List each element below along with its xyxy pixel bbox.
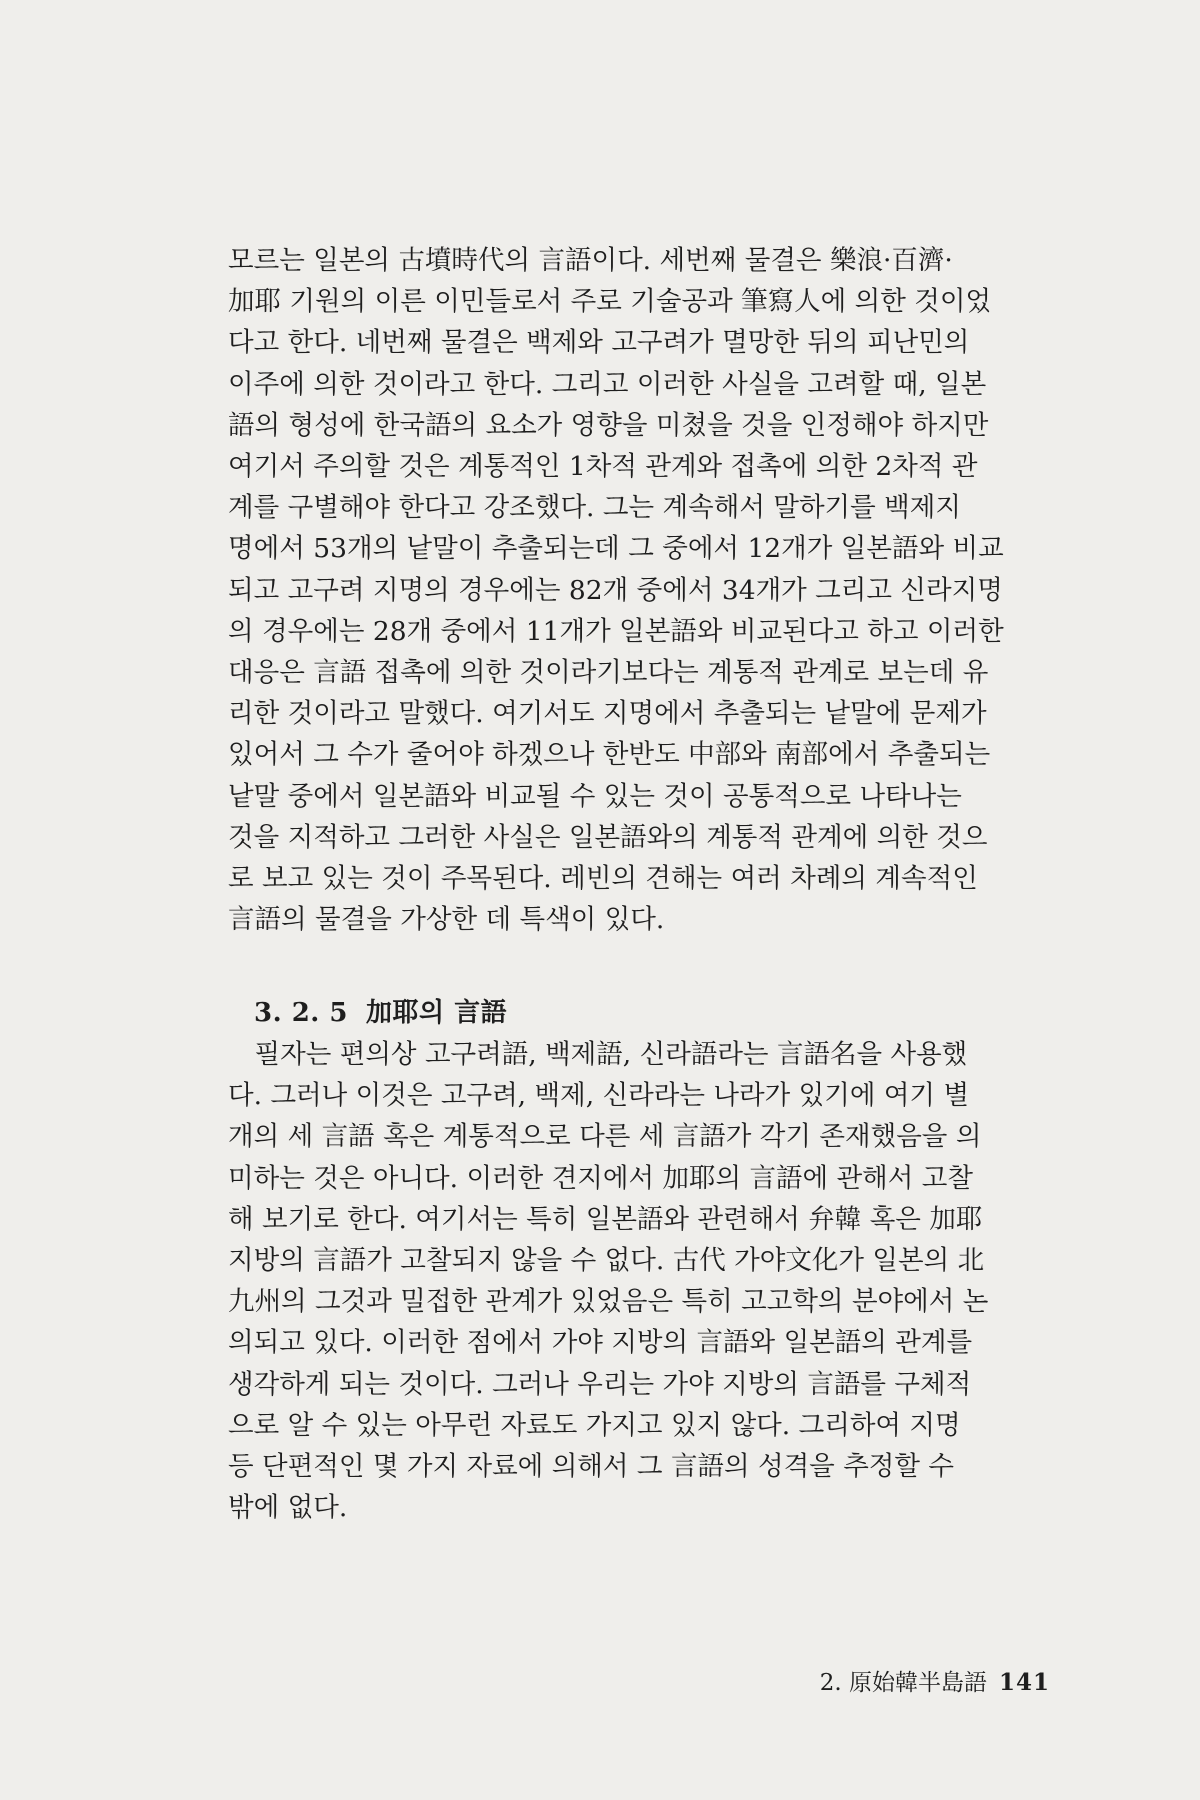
text-line: 의되고 있다. 이러한 점에서 가야 지방의 言語와 일본語의 관계를 <box>228 1327 973 1359</box>
text-line: 개의 세 言語 혹은 계통적으로 다른 세 言語가 각기 존재했음을 의 <box>228 1121 982 1153</box>
text-line: 등 단편적인 몇 가지 자료에 의해서 그 言語의 성격을 추정할 수 <box>228 1451 955 1483</box>
section-number: 3. 2. 5 <box>254 998 348 1028</box>
text-line: 이주에 의한 것이라고 한다. 그리고 이러한 사실을 고려할 때, 일본 <box>228 368 987 400</box>
section-heading <box>254 992 1050 1034</box>
text-line: 語의 형성에 한국語의 요소가 영향을 미쳤을 것을 인정해야 하지만 <box>228 409 989 441</box>
body-paragraph <box>228 240 1050 940</box>
text-line: 해 보기로 한다. 여기서는 특히 일본語와 관련해서 弁韓 혹은 加耶 <box>228 1203 983 1235</box>
section-gaya-language <box>228 992 1050 1528</box>
text-line: 여기서 주의할 것은 계통적인 1차적 관계와 접촉에 의한 2차적 관 <box>228 451 978 483</box>
text-line: 다. 그러나 이것은 고구려, 백제, 신라라는 나라가 있기에 여기 별 <box>228 1080 970 1112</box>
text-line: 필자는 편의상 고구려語, 백제語, 신라語라는 言語名을 사용했 <box>228 1039 968 1070</box>
text-line: 모르는 일본의 古墳時代의 言語이다. 세번째 물결은 樂浪·百濟· <box>228 245 953 276</box>
text-line: 九州의 그것과 밀접한 관계가 있었음은 특히 고고학의 분야에서 논 <box>228 1286 989 1318</box>
page-number: 141 <box>998 1669 1050 1696</box>
text-line: 言語의 물결을 가상한 데 특색이 있다. <box>228 904 665 936</box>
text-line: 로 보고 있는 것이 주목된다. 레빈의 견해는 여러 차례의 계속적인 <box>228 863 978 895</box>
text-line: 밖에 없다. <box>228 1492 348 1524</box>
page-footer <box>760 1668 1050 1698</box>
text-line: 계를 구별해야 한다고 강조했다. 그는 계속해서 말하기를 백제지 <box>228 492 961 524</box>
section-title: 加耶의 言語 <box>365 998 508 1028</box>
text-line: 加耶 기원의 이른 이민들로서 주로 기술공과 筆寫人에 의한 것이었 <box>228 286 992 318</box>
text-line: 명에서 53개의 낱말이 추출되는데 그 중에서 12개가 일본語와 비교 <box>228 533 1004 565</box>
text-line: 낱말 중에서 일본語와 비교될 수 있는 것이 공통적으로 나타나는 <box>228 780 962 812</box>
text-line: 다고 한다. 네번째 물결은 백제와 고구려가 멸망한 뒤의 피난민의 <box>228 327 970 359</box>
text-line: 생각하게 되는 것이다. 그러나 우리는 가야 지방의 言語를 구체적 <box>228 1368 972 1400</box>
running-footer-chapter: 2. 原始韓半島語 <box>819 1670 987 1696</box>
text-line: 것을 지적하고 그러한 사실은 일본語와의 계통적 관계에 의한 것으 <box>228 821 988 853</box>
text-line: 지방의 言語가 고찰되지 않을 수 없다. 古代 가야文化가 일본의 北 <box>228 1245 985 1277</box>
text-line: 있어서 그 수가 줄어야 하겠으나 한반도 中部와 南部에서 추출되는 <box>228 739 991 771</box>
text-line: 리한 것이라고 말했다. 여기서도 지명에서 추출되는 낱말에 문제가 <box>228 698 987 730</box>
text-line: 되고 고구려 지명의 경우에는 82개 중에서 34개가 그리고 신라지명 <box>228 574 1003 606</box>
text-line: 대응은 言語 접촉에 의한 것이라기보다는 계통적 관계로 보는데 유 <box>228 657 989 689</box>
text-line: 으로 알 수 있는 아무런 자료도 가지고 있지 않다. 그리하여 지명 <box>228 1409 961 1441</box>
text-line: 의 경우에는 28개 중에서 11개가 일본語와 비교된다고 하고 이러한 <box>228 615 1004 647</box>
text-line: 미하는 것은 아니다. 이러한 견지에서 加耶의 言語에 관해서 고찰 <box>228 1162 973 1194</box>
